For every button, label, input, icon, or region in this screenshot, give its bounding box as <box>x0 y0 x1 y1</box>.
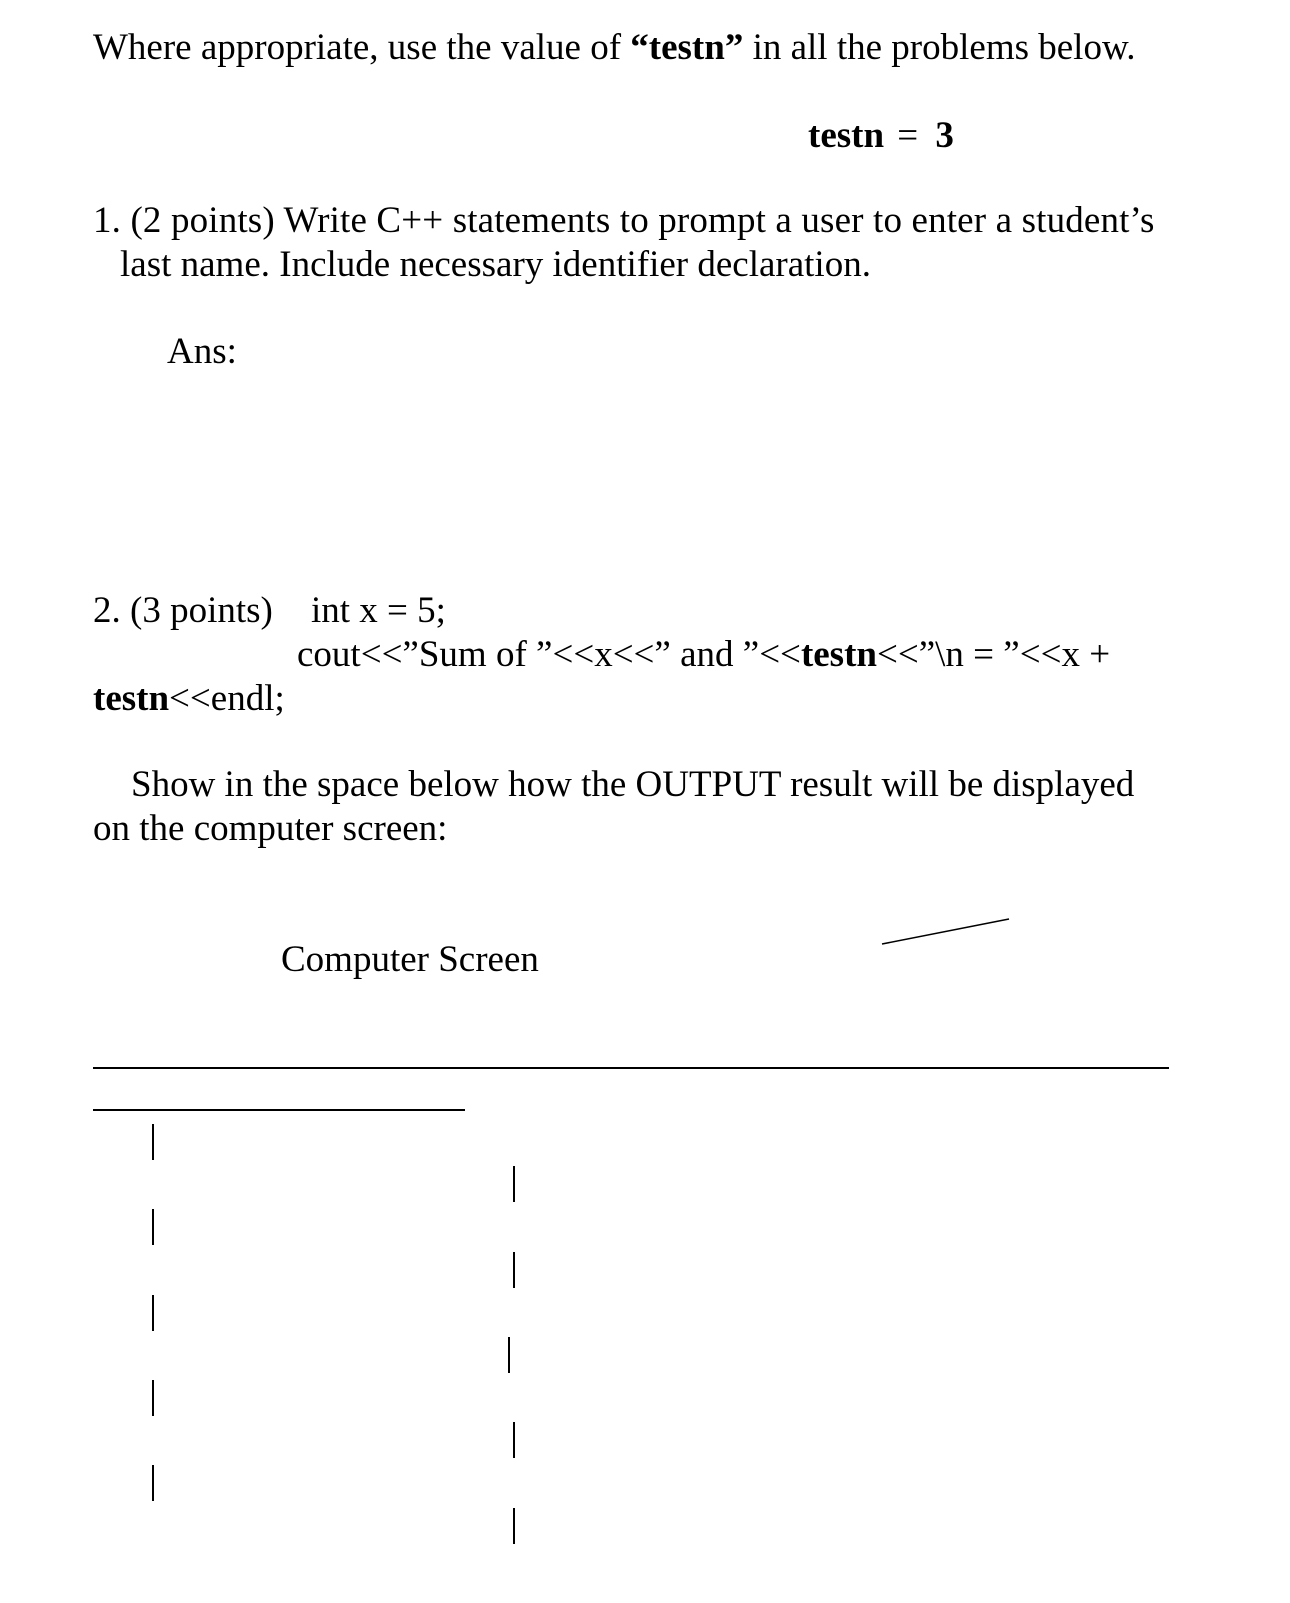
q2-code-line3-b: <<endl; <box>169 678 285 719</box>
q2-code-line2-c: <<”\n = ”<<x + <box>876 634 1111 675</box>
screen-left-bar <box>152 1209 154 1245</box>
q2-label: 2. (3 points) <box>93 590 273 631</box>
q1-line1: 1. (2 points) Write C++ statements to prompt a user to enter a student’s <box>93 200 1155 241</box>
screen-right-bar <box>508 1337 510 1373</box>
q2-code-line1: int x = 5; <box>311 590 446 631</box>
screen-right-bar <box>513 1422 515 1458</box>
screen-right-bar <box>513 1252 515 1288</box>
q2-code-line3-a: testn <box>93 678 170 719</box>
screen-left-bar <box>152 1295 154 1331</box>
screen-left-bar <box>152 1380 154 1416</box>
q2-code-line2-a: cout<<”Sum of ”<<x<<” and ”<< <box>297 634 801 675</box>
q1-line2: last name. Include necessary identifier declaration. <box>120 244 871 285</box>
screen-label: Computer Screen <box>281 939 539 980</box>
screen-second-rule <box>93 1109 465 1111</box>
screen-right-bar <box>513 1166 515 1202</box>
variable-equals: = <box>897 115 919 156</box>
screen-left-bar <box>152 1465 154 1501</box>
q2-code-line2-b: testn <box>800 634 877 675</box>
screen-left-bar <box>152 1124 154 1160</box>
variable-value: 3 <box>935 115 954 156</box>
intro-part1: Where appropriate, use the value of <box>93 27 631 68</box>
intro-quoted-variable: “testn” <box>630 27 744 68</box>
screen-top-rule <box>93 1067 1169 1069</box>
q2-instruction-line2: on the computer screen: <box>93 808 448 849</box>
variable-name: testn <box>808 115 885 156</box>
q2-instruction-line1: Show in the space below how the OUTPUT result will be displayed <box>131 764 1135 805</box>
screen-right-bar <box>513 1508 515 1544</box>
q1-answer-label: Ans: <box>167 331 237 372</box>
intro-part2: in all the problems below. <box>743 27 1136 68</box>
